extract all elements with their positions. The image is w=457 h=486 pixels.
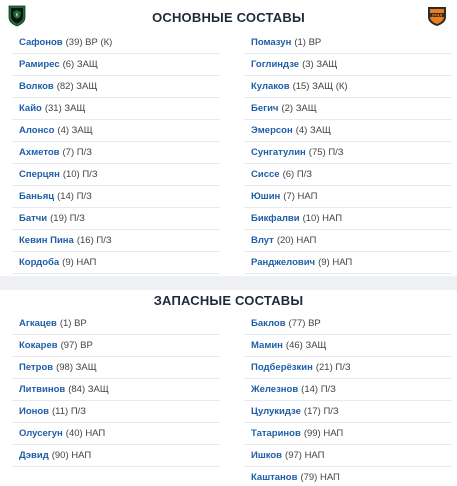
player-name-link[interactable]: Эмерсон — [251, 125, 293, 136]
player-name-link[interactable]: Литвинов — [19, 384, 66, 395]
player-number-position: (20) НАП — [276, 235, 317, 246]
player-name-link[interactable]: Помазун — [251, 37, 292, 48]
player-row — [12, 120, 220, 142]
player-name-link[interactable]: Ишков — [251, 450, 283, 461]
player-row — [12, 401, 220, 423]
player-row — [12, 379, 220, 401]
player-number-position: (31) ЗАЩ — [44, 103, 86, 114]
player-name-link[interactable]: Кокарев — [19, 340, 58, 351]
player-name-link[interactable]: Кулаков — [251, 81, 290, 92]
player-name-link[interactable]: Дэвид — [19, 450, 49, 461]
player-number-position: (7) П/З — [62, 147, 92, 158]
player-number-position: (2) ЗАЩ — [281, 103, 317, 114]
player-name-link[interactable]: Алонсо — [19, 125, 55, 136]
player-name-link[interactable]: Юшин — [251, 191, 281, 202]
player-number-position: (46) ЗАЩ — [285, 340, 327, 351]
player-number-position: (19) П/З — [50, 213, 85, 224]
player-number-position: (21) П/З — [315, 362, 351, 373]
player-row — [244, 445, 452, 467]
player-name-link[interactable]: Агкацев — [19, 318, 57, 329]
player-row — [12, 164, 220, 186]
player-number-position: (4) ЗАЩ — [295, 125, 331, 136]
away-starting-list — [244, 32, 452, 274]
player-row — [244, 335, 452, 357]
player-row — [244, 186, 452, 208]
player-row — [244, 230, 452, 252]
player-name-link[interactable]: Гоглиндзе — [251, 59, 300, 70]
player-number-position: (7) НАП — [283, 191, 318, 202]
player-number-position: (6) П/З — [282, 169, 313, 180]
player-name-link[interactable]: Баньяц — [19, 191, 55, 202]
player-row — [12, 252, 220, 274]
player-number-position: (9) НАП — [62, 257, 97, 268]
player-number-position: (97) НАП — [285, 450, 325, 461]
player-row — [12, 423, 220, 445]
player-name-link[interactable]: Каштанов — [251, 472, 298, 483]
player-number-position: (15) ЗАЩ (К) — [292, 81, 348, 92]
player-row — [244, 208, 452, 230]
player-row — [244, 76, 452, 98]
away-subs-list — [244, 313, 452, 486]
player-row — [244, 467, 452, 486]
player-name-link[interactable]: Ранджелович — [251, 257, 316, 268]
player-row — [12, 98, 220, 120]
player-name-link[interactable]: Железнов — [251, 384, 299, 395]
player-name-link[interactable]: Кордоба — [19, 257, 60, 268]
player-row — [244, 423, 452, 445]
player-row — [12, 54, 220, 76]
player-number-position: (17) П/З — [303, 406, 339, 417]
player-name-link[interactable]: Подберёзкин — [251, 362, 313, 373]
player-row — [244, 142, 452, 164]
subs-lineups-header — [0, 292, 457, 310]
player-number-position: (9) НАП — [318, 257, 353, 268]
player-number-position: (3) ЗАЩ — [302, 59, 338, 70]
main-lineups-header — [0, 9, 457, 27]
player-row — [244, 357, 452, 379]
player-row — [12, 357, 220, 379]
player-number-position: (4) ЗАЩ — [57, 125, 93, 136]
player-row — [12, 335, 220, 357]
player-number-position: (79) НАП — [300, 472, 340, 483]
player-name-link[interactable]: Батчи — [19, 213, 48, 224]
player-number-position: (98) ЗАЩ — [56, 362, 97, 373]
player-row — [12, 230, 220, 252]
krasnodar-crest-icon — [5, 4, 29, 28]
player-row — [12, 186, 220, 208]
player-name-link[interactable]: Олусегун — [19, 428, 63, 439]
player-number-position: (10) П/З — [62, 169, 98, 180]
player-name-link[interactable]: Волков — [19, 81, 54, 92]
home-subs-list — [12, 313, 220, 467]
player-number-position: (99) НАП — [303, 428, 344, 439]
player-row — [12, 313, 220, 335]
player-number-position: (90) НАП — [51, 450, 92, 461]
player-row — [244, 54, 452, 76]
player-number-position: (82) ЗАЩ — [56, 81, 98, 92]
player-number-position: (75) П/З — [308, 147, 344, 158]
player-name-link[interactable]: Кевин Пина — [19, 235, 74, 246]
player-name-link[interactable]: Влут — [251, 235, 274, 246]
player-number-position: (77) ВР — [288, 318, 321, 329]
player-name-link[interactable]: Баклов — [251, 318, 286, 329]
player-number-position: (16) П/З — [76, 235, 112, 246]
player-name-link[interactable]: Сиссе — [251, 169, 280, 180]
subs-lineups-title: ЗАПАСНЫЕ СОСТАВЫ — [153, 293, 304, 308]
player-number-position: (40) НАП — [65, 428, 106, 439]
player-name-link[interactable]: Кайо — [19, 103, 42, 114]
player-name-link[interactable]: Цулукидзе — [251, 406, 301, 417]
home-starting-list — [12, 32, 220, 274]
player-name-link[interactable]: Сунгатулин — [251, 147, 306, 158]
player-number-position: (10) НАП — [302, 213, 343, 224]
main-lineups-title: ОСНОВНЫЕ СОСТАВЫ — [152, 10, 305, 25]
player-row — [12, 208, 220, 230]
section-divider — [0, 276, 457, 290]
player-row — [12, 76, 220, 98]
player-name-link[interactable]: Ахметов — [19, 147, 60, 158]
player-number-position: (84) ЗАЩ — [68, 384, 109, 395]
player-name-link[interactable]: Бегич — [251, 103, 279, 114]
player-number-position: (97) ВР — [60, 340, 93, 351]
player-row — [244, 252, 452, 274]
player-row — [12, 142, 220, 164]
player-row — [244, 401, 452, 423]
player-row — [244, 120, 452, 142]
player-name-link[interactable]: Мамин — [251, 340, 283, 351]
player-row — [12, 445, 220, 467]
player-name-link[interactable]: Рамирес — [19, 59, 60, 70]
player-row — [12, 32, 220, 54]
player-number-position: (11) П/З — [52, 406, 87, 417]
player-row — [244, 98, 452, 120]
svg-text:K: K — [15, 12, 19, 18]
player-name-link[interactable]: Татаринов — [251, 428, 301, 439]
player-row — [244, 164, 452, 186]
player-number-position: (1) ВР — [59, 318, 87, 329]
player-number-position: (14) П/З — [57, 191, 92, 202]
ural-crest-icon — [425, 4, 449, 28]
player-name-link[interactable]: Бикфалви — [251, 213, 300, 224]
player-number-position: (14) П/З — [301, 384, 336, 395]
svg-text:УРАЛ: УРАЛ — [431, 13, 443, 18]
player-name-link[interactable]: Ионов — [19, 406, 50, 417]
player-name-link[interactable]: Петров — [19, 362, 54, 373]
player-row — [244, 32, 452, 54]
player-number-position: (39) ВР (К) — [65, 37, 113, 48]
player-number-position: (1) ВР — [294, 37, 322, 48]
player-number-position: (6) ЗАЩ — [62, 59, 98, 70]
player-name-link[interactable]: Сперцян — [19, 169, 60, 180]
player-name-link[interactable]: Сафонов — [19, 37, 63, 48]
player-row — [244, 313, 452, 335]
player-row — [244, 379, 452, 401]
